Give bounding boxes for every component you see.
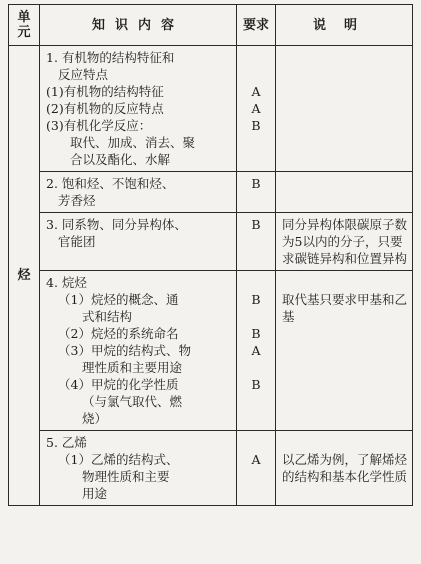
requirement-cell-3 — [237, 213, 276, 271]
header-requirement: 要求 — [237, 5, 276, 46]
content-line: 2. 饱和烃、不饱和烃、 — [46, 176, 175, 191]
requirement-value: B — [251, 292, 261, 307]
content-line: 用途 — [82, 486, 108, 501]
content-cell-4 — [40, 271, 237, 431]
content-cell-3 — [40, 213, 237, 271]
content-line: (3)有机化学反应： — [46, 118, 152, 133]
content-line: 式和结构 — [82, 309, 133, 324]
table-row-5 — [9, 431, 413, 506]
content-line: 烧） — [82, 411, 108, 426]
requirement-value: A — [251, 84, 261, 99]
requirement-value — [237, 274, 275, 291]
requirement-value: B — [251, 217, 261, 232]
content-cell-1 — [40, 46, 237, 172]
content-line: (1)有机物的结构特征 — [46, 84, 164, 99]
note-cell-4 — [276, 271, 413, 431]
requirement-value: B — [251, 326, 261, 341]
content-line: （与氯气取代、燃 — [82, 394, 183, 409]
requirement-cell-1 — [237, 46, 276, 172]
header-row — [9, 5, 413, 46]
note-cell-5 — [276, 431, 413, 506]
content-line: 合以及酯化、水解 — [70, 152, 171, 167]
requirement-value — [237, 359, 275, 376]
note-line: 为5以内的分子，只要 — [282, 234, 403, 249]
requirement-value — [237, 468, 275, 485]
content-cell-5 — [40, 431, 237, 506]
note-line: 同分异构体限碳原子数 — [282, 217, 408, 232]
content-line: 反应特点 — [58, 67, 109, 82]
note-line — [282, 434, 408, 451]
table-row-4 — [9, 271, 413, 431]
header-unit-text: 单元 — [17, 10, 31, 40]
content-line: 物理性质和主要 — [82, 469, 170, 484]
content-line: 芳香烃 — [58, 193, 96, 208]
content-line: (2)有机物的反应特点 — [46, 101, 164, 116]
requirement-value — [237, 485, 275, 502]
content-line: 3. 同系物、同分异构体、 — [46, 217, 187, 232]
requirement-value — [237, 66, 275, 83]
content-line: 4. 烷烃 — [46, 275, 87, 290]
requirement-value — [237, 393, 275, 410]
requirement-cell-4 — [237, 271, 276, 431]
requirement-value: A — [251, 343, 261, 358]
requirement-cell-2 — [237, 172, 276, 213]
table-row-2 — [9, 172, 413, 213]
note-line: 取代基只要求甲基和乙 — [282, 292, 408, 307]
requirement-value — [237, 192, 275, 209]
content-line: （3）甲烷的结构式、物 — [58, 343, 191, 358]
content-line: 官能团 — [58, 234, 96, 249]
requirement-cell-5 — [237, 431, 276, 506]
note-line: 求碳链异构和位置异构 — [282, 251, 408, 266]
syllabus-table — [8, 4, 413, 506]
content-line: （1）烷烃的概念、通 — [58, 292, 179, 307]
content-line: （1）乙烯的结构式、 — [58, 452, 179, 467]
unit-cell — [9, 46, 40, 506]
table-row-3 — [9, 213, 413, 271]
header-unit — [9, 5, 40, 46]
requirement-value — [237, 134, 275, 151]
note-line: 基 — [282, 309, 295, 324]
requirement-value — [237, 434, 275, 451]
header-content: 知识内容 — [40, 5, 237, 46]
content-line: （2）烷烃的系统命名 — [58, 326, 179, 341]
note-line: 的结构和基本化学性质 — [282, 469, 408, 484]
requirement-value — [237, 308, 275, 325]
content-line: 5. 乙烯 — [46, 435, 87, 450]
note-line: 以乙烯为例，了解烯烃 — [282, 452, 408, 467]
requirement-value — [237, 410, 275, 427]
requirement-value — [237, 151, 275, 168]
header-note: 说明 — [276, 5, 413, 46]
requirement-value: A — [251, 101, 261, 116]
requirement-value: B — [251, 118, 261, 133]
requirement-value: B — [251, 176, 261, 191]
content-line: 理性质和主要用途 — [82, 360, 183, 375]
requirement-value: B — [251, 377, 261, 392]
note-cell-1 — [276, 46, 413, 172]
requirement-value — [237, 49, 275, 66]
requirement-value: A — [251, 452, 261, 467]
note-line — [282, 274, 408, 291]
requirement-value — [237, 233, 275, 250]
content-line: 1. 有机物的结构特征和 — [46, 50, 175, 65]
note-cell-3 — [276, 213, 413, 271]
content-cell-2 — [40, 172, 237, 213]
content-line: （4）甲烷的化学性质 — [58, 377, 179, 392]
unit-name: 烃 — [17, 268, 31, 283]
note-cell-2 — [276, 172, 413, 213]
table-row-1 — [9, 46, 413, 172]
content-line: 取代、加成、消去、聚 — [70, 135, 196, 150]
